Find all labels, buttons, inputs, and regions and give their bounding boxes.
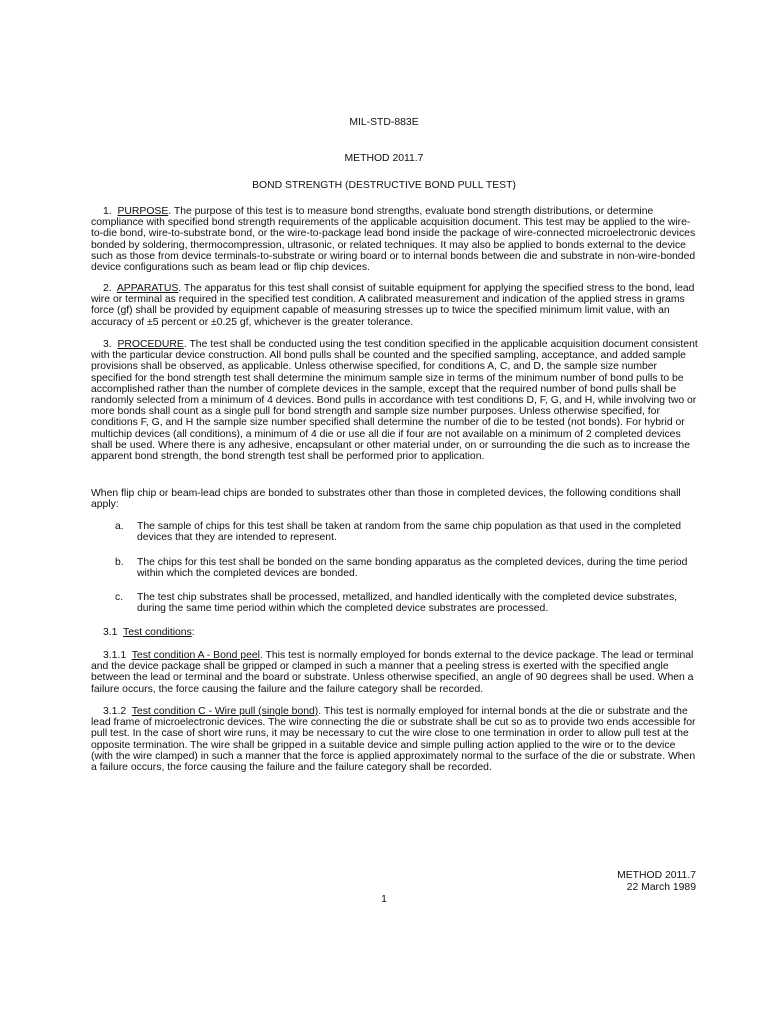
section-number: 3. [103, 339, 112, 350]
section-text: . The test shall be conducted using the test condition specified in the applicable acquisition document consistent with the particular device construction. All bond pulls shall be counted and the specified sampling, acceptance, and added sample provisions shall be observed, as applicable. Unless otherwise specified, for conditions A, C, and D, the sample size number specified for the bond strength test shall determine the minimum sample size in terms of the minimum number of bond pulls to be accomplished rather than the number of complete devices in the sample, except that the required number of bond pulls shall be randomly selected from a minimum of 4 devices. Bond pulls in accordance with test conditions D, F, G, and H, while involving two or more bonds shall count as a single pull for bond strength and sample size number purposes. Unless otherwise specified, for conditions F, G, and H the sample size number specified shall determine the number of die to be tested (not bonds). For hybrid or multichip devices (all conditions), a minimum of 4 die or use all die if four are not available on a minimum of 2 completed devices shall be used. Where there is any adhesive, encapsulant or other material under, on or surrounding the die such as to increase the apparent bond strength, the bond strength test shall be performed prior to application. [91, 339, 698, 463]
section-text: . This test is normally employed for bonds external to the device package. The lead or terminal and the device package shall be gripped or clamped in such a manner that a peeling stress is exerted with the specified angle between the lead or terminal and the board or substrate. Unless otherwise specified, an angle of 90 degrees shall be used. When a failure occurs, the force causing the failure and the failure category shall be recorded. [91, 650, 694, 695]
document-id: MIL-STD-883E [349, 117, 419, 128]
list-item-text: The chips for this test shall be bonded on the same bonding apparatus as the completed devices, during the time period within which the completed devices are bonded. [137, 557, 688, 580]
list-item-label: c. [115, 592, 124, 603]
condition-a-paragraph [91, 650, 699, 695]
section-number: 1. [103, 206, 112, 217]
section-number: 3.1 [103, 627, 118, 638]
list-item-label: a. [115, 521, 124, 532]
test-conditions-heading [91, 627, 699, 638]
page-title: BOND STRENGTH (DESTRUCTIVE BOND PULL TEST) [252, 180, 516, 191]
flip-chip-intro: When flip chip or beam-lead chips are bonded to substrates other than those in completed devices, the following conditions shall apply: [91, 488, 681, 511]
purpose-paragraph [91, 206, 699, 273]
procedure-paragraph [91, 339, 699, 462]
section-text: . The purpose of this test is to measure bond strengths, evaluate bond strength distributions, or determine compliance with specified bond strength requirements of the applicable acquisition document. This test may be applied to the wire-to-die bond, wire-to-substrate bond, or the wire-to-package lead bond inside the package of wire-connected microelectronic devices bonded by soldering, thermocompression, ultrasonic, or related techniques. It may also be applied to bonds external to the device such as those from device terminals-to-substrate or wiring board or to internal bonds between die and substrate in non-wire-bonded device configurations such as beam lead or flip chip devices. [91, 206, 696, 274]
section-heading: Test conditions [123, 627, 192, 638]
section-heading: PROCEDURE [117, 339, 184, 350]
list-item-text: The sample of chips for this test shall be taken at random from the same chip population as that used in the completed devices that they are intended to represent. [137, 521, 682, 544]
condition-c-paragraph [91, 706, 699, 773]
heading-suffix: : [191, 627, 195, 638]
section-heading: Test condition C - Wire pull (single bond) [131, 706, 319, 717]
list-item-label: b. [115, 557, 124, 568]
section-number: 2. [103, 283, 112, 294]
section-text: . The apparatus for this test shall consist of suitable equipment for applying the specified stress to the bond, lead wire or terminal as required in the specified test condition. A calibrated measurement and indication of the applied stress in grams force (gf) shall be provided by equipment capable of measuring stresses up to twice the specified minimum limit value, with an accuracy of ±5 percent or ±0.25 gf, whichever is the greater tolerance. [91, 283, 695, 328]
page-number: 1 [381, 894, 387, 905]
footer-date: 22 March 1989 [626, 882, 696, 893]
list-item-text: The test chip substrates shall be processed, metallized, and handled identically with the completed device substrates, during the same time period within which the completed device substrates are processed. [137, 592, 678, 615]
section-heading: Test condition A - Bond peel [131, 650, 260, 661]
section-heading: PURPOSE [117, 206, 169, 217]
footer-method: METHOD 2011.7 [617, 870, 696, 881]
section-heading: APPARATUS [116, 283, 179, 294]
method-number: METHOD 2011.7 [344, 153, 424, 164]
section-number: 3.1.1 [103, 650, 127, 661]
apparatus-paragraph [91, 283, 699, 328]
section-number: 3.1.2 [103, 706, 127, 717]
section-text: . This test is normally employed for internal bonds at the die or substrate and the lead frame of microelectronic devices. The wire connecting the die or substrate shall be cut so as to provide two ends accessible for pull test. In the case of short wire runs, it may be necessary to cut the wire close to one termination in order to allow pull test at the opposite termination. The wire shall be gripped in a suitable device and simple pulling action applied to the wire or to the device (with the wire clamped) in such a manner that the force is applied approximately normal to the surface of the die or substrate. When a failure occurs, the force causing the failure and the failure category shall be recorded. [91, 706, 696, 774]
